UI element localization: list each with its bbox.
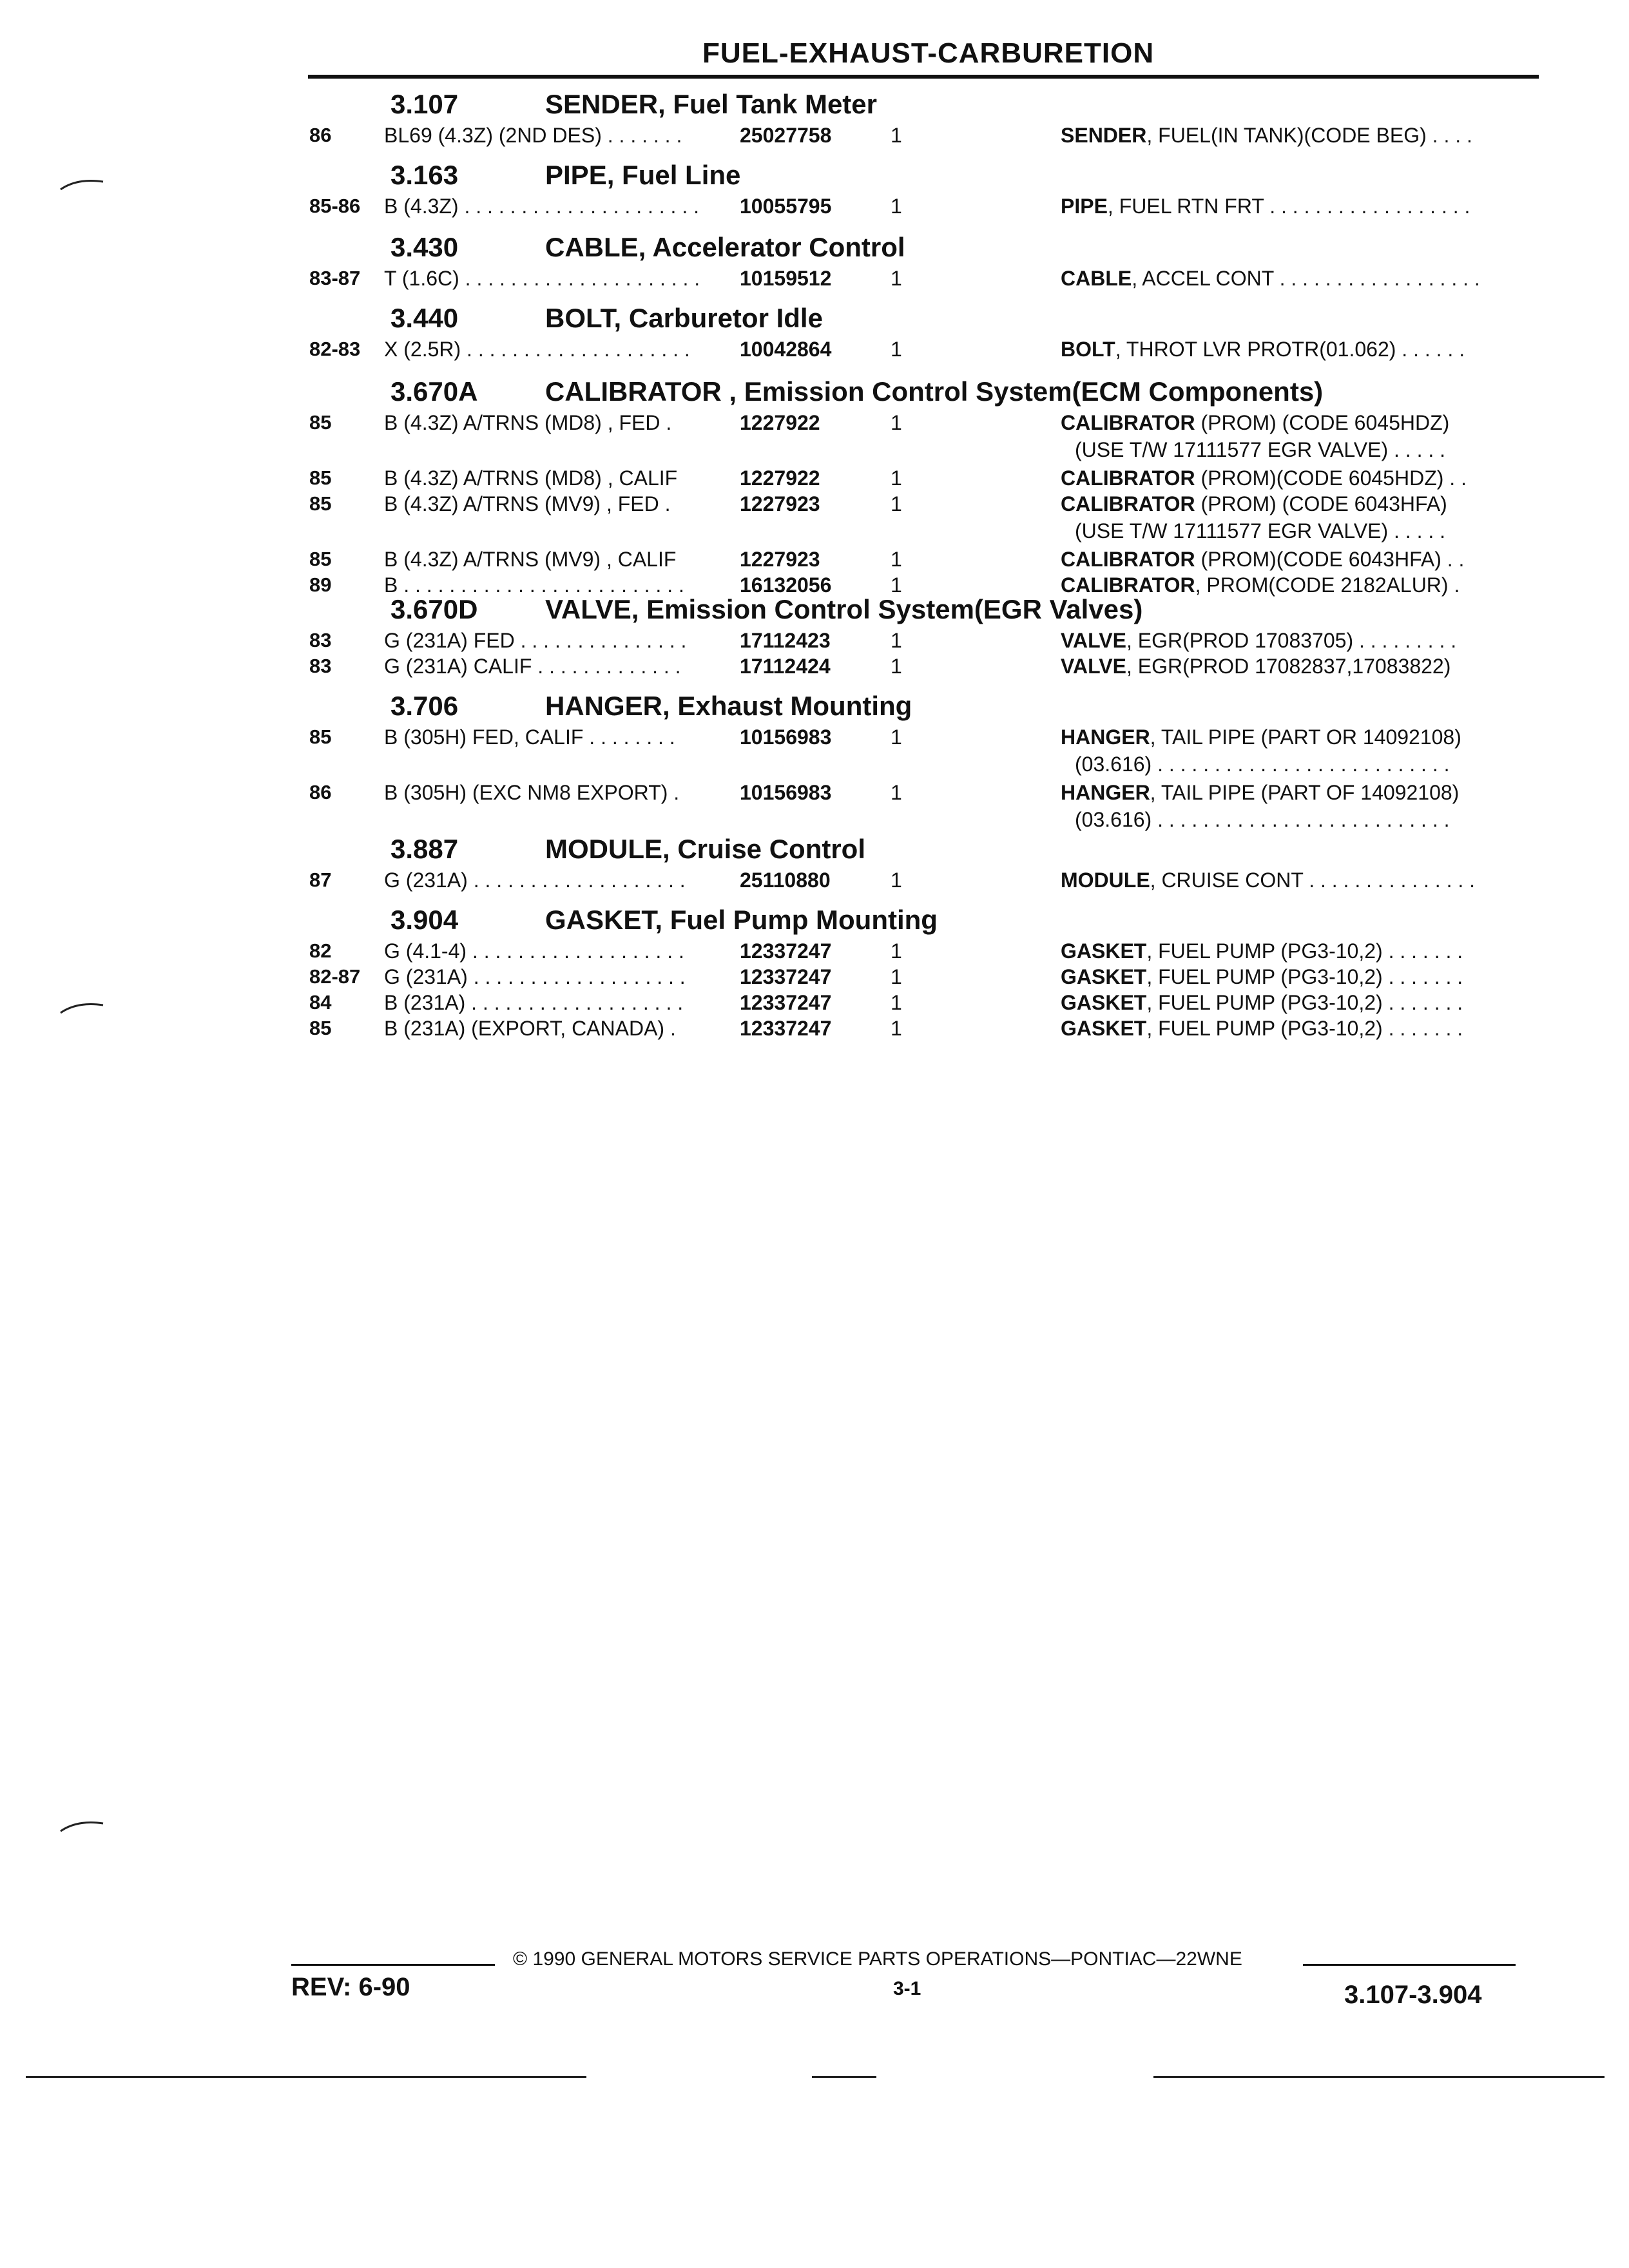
description [1061,195,1470,218]
description-text: , TAIL PIPE (PART OR 14092108) [1150,726,1461,749]
section-name: MODULE, Cruise Control [545,834,866,864]
section-number: 3.670D [390,594,478,624]
table-row [0,991,1629,1017]
part-number: 25110880 [740,869,831,892]
part-number: 10156983 [740,781,832,804]
description-continuation: (03.616) . . . . . . . . . . . . . . . . . . . . . . . . . . [1075,808,1450,831]
application: B (4.3Z) A/TRNS (MD8) , FED . [384,411,672,434]
application: G (231A) . . . . . . . . . . . . . . . . . . . [384,869,686,892]
description-keyword: GASKET [1061,965,1147,988]
quantity: 1 [891,411,902,434]
section-heading [0,590,1629,629]
part-number: 10055795 [740,195,832,218]
section-heading [0,830,1629,869]
part-number: 17112423 [740,629,831,652]
quantity: 1 [891,939,902,963]
section-3-430 [0,228,1629,293]
description-text: (PROM) (CODE 6043HFA) [1195,492,1447,515]
section-3-670d [0,590,1629,680]
table-row [0,781,1629,836]
description-keyword: SENDER [1061,124,1147,147]
description [1061,655,1451,678]
section-number: 3.670A [390,376,478,407]
description [1061,726,1461,749]
description-text: , FUEL RTN FRT . . . . . . . . . . . . . . . . . . [1107,195,1470,218]
description-text: , EGR(PROD 17082837,17083822) [1126,655,1451,678]
page-title: FUEL-EXHAUST-CARBURETION [702,37,1155,69]
description-keyword: CABLE [1061,267,1132,290]
section-heading [0,85,1629,124]
description-keyword: VALVE [1061,655,1126,678]
description-text: , THROT LVR PROTR(01.062) . . . . . . [1115,338,1465,361]
part-number: 1227922 [740,466,820,490]
part-number: 17112424 [740,655,831,678]
quantity: 1 [891,1017,902,1040]
section-number: 3.430 [390,232,459,262]
description-keyword: GASKET [1061,991,1147,1014]
quantity: 1 [891,655,902,678]
binder-hole-mark [58,1817,110,1836]
description-text: (PROM) (CODE 6045HDZ) [1195,411,1450,434]
section-3-440 [0,299,1629,363]
description-text: , FUEL PUMP (PG3-10,2) . . . . . . . [1146,939,1463,963]
description [1061,869,1475,892]
application: B (4.3Z) A/TRNS (MD8) , CALIF [384,466,678,490]
table-row [0,629,1629,655]
year: 86 [309,781,332,803]
section-number: 3.904 [390,905,459,935]
description-continuation: (03.616) . . . . . . . . . . . . . . . . . . . . . . . . . . [1075,753,1450,776]
year: 83 [309,629,332,651]
section-3-670a [0,372,1629,599]
part-number: 16132056 [740,573,832,597]
binder-hole-mark [58,999,110,1018]
description-keyword: CALIBRATOR [1061,411,1195,434]
year: 85 [309,726,332,748]
application: B (231A) . . . . . . . . . . . . . . . . . . . [384,991,684,1014]
table-row [0,267,1629,293]
year: 83 [309,655,332,677]
revision: REV: 6-90 [291,1973,410,2001]
application: X (2.5R) . . . . . . . . . . . . . . . . . . . . [384,338,690,361]
description [1061,124,1472,148]
section-heading [0,228,1629,267]
description-text: (PROM)(CODE 6043HFA) . . [1195,548,1465,571]
year: 82-83 [309,338,361,360]
section-3-904 [0,901,1629,1043]
description-keyword: CALIBRATOR [1061,573,1195,597]
application: B (4.3Z) A/TRNS (MV9) , FED . [384,492,671,515]
part-number: 1227923 [740,548,820,571]
table-row [0,655,1629,680]
description [1061,411,1449,435]
description-continuation: (USE T/W 17111577 EGR VALVE) . . . . . [1075,438,1446,461]
description-text: , EGR(PROD 17083705) . . . . . . . . . [1126,629,1457,652]
section-name: HANGER, Exhaust Mounting [545,691,912,721]
description [1061,965,1463,989]
section-3-706 [0,687,1629,836]
table-row [0,411,1629,466]
table-row [0,869,1629,894]
application: T (1.6C) . . . . . . . . . . . . . . . . . . . . . [384,267,700,290]
description-keyword: MODULE [1061,869,1150,892]
section-3-163 [0,156,1629,220]
application: BL69 (4.3Z) (2ND DES) . . . . . . . [384,124,682,147]
scan-edge-line [812,2076,876,2078]
year: 83-87 [309,267,361,289]
year: 86 [309,124,332,146]
description [1061,1017,1463,1041]
description-continuation: (USE T/W 17111577 EGR VALVE) . . . . . [1075,519,1446,543]
quantity: 1 [891,466,902,490]
application: G (231A) CALIF . . . . . . . . . . . . . [384,655,681,678]
section-name: PIPE, Fuel Line [545,160,741,190]
quantity: 1 [891,124,902,147]
application: B (305H) FED, CALIF . . . . . . . . [384,726,675,749]
part-number: 10159512 [740,267,832,290]
description [1061,548,1464,572]
table-row [0,1017,1629,1043]
part-number: 12337247 [740,939,832,963]
binder-hole-mark [58,175,110,195]
application: G (231A) . . . . . . . . . . . . . . . . . . . [384,965,686,988]
application: G (231A) FED . . . . . . . . . . . . . . . [384,629,687,652]
description [1061,939,1463,963]
table-row [0,338,1629,363]
description [1061,781,1459,805]
footer-rule-left [291,1964,495,1966]
year: 85-86 [309,195,361,217]
table-row [0,939,1629,965]
description-keyword: VALVE [1061,629,1126,652]
quantity: 1 [891,195,902,218]
application: B (4.3Z) A/TRNS (MV9) , CALIF [384,548,677,571]
copyright: © 1990 GENERAL MOTORS SERVICE PARTS OPERATIONS—PONTIAC—22WNE [513,1948,1242,1970]
description-keyword: HANGER [1061,726,1150,749]
section-name: GASKET, Fuel Pump Mounting [545,905,938,935]
description-text: (PROM)(CODE 6045HDZ) . . [1195,466,1467,490]
year: 87 [309,869,332,891]
quantity: 1 [891,573,902,597]
part-number: 10042864 [740,338,832,361]
description [1061,629,1456,653]
part-number: 1227923 [740,492,820,515]
description-text: , FUEL PUMP (PG3-10,2) . . . . . . . [1146,1017,1463,1040]
description-keyword: BOLT [1061,338,1115,361]
footer-rule-right [1303,1964,1516,1966]
part-number: 25027758 [740,124,832,147]
quantity: 1 [891,965,902,988]
section-number: 3.440 [390,303,459,333]
year: 82 [309,939,332,962]
description-text: , TAIL PIPE (PART OF 14092108) [1150,781,1460,804]
table-row [0,726,1629,781]
year: 85 [309,411,332,434]
section-heading [0,687,1629,726]
description [1061,492,1447,516]
section-name: CABLE, Accelerator Control [545,232,905,262]
description-text: , CRUISE CONT . . . . . . . . . . . . . . . [1150,869,1476,892]
quantity: 1 [891,991,902,1014]
description-keyword: CALIBRATOR [1061,548,1195,571]
quantity: 1 [891,548,902,571]
description-text: , ACCEL CONT . . . . . . . . . . . . . . . . . . [1132,267,1480,290]
part-number: 1227922 [740,411,820,434]
quantity: 1 [891,492,902,515]
section-heading [0,372,1629,411]
part-number: 12337247 [740,991,832,1014]
description-keyword: GASKET [1061,1017,1147,1040]
page-number: 3-1 [893,1978,921,1999]
section-heading [0,299,1629,338]
application: G (4.1-4) . . . . . . . . . . . . . . . . . . . [384,939,684,963]
description-text: , FUEL PUMP (PG3-10,2) . . . . . . . [1146,965,1463,988]
table-row [0,965,1629,991]
application: B (305H) (EXC NM8 EXPORT) . [384,781,680,804]
section-3-887 [0,830,1629,894]
description [1061,267,1480,291]
description [1061,466,1467,490]
description-text: , FUEL(IN TANK)(CODE BEG) . . . . [1146,124,1472,147]
application: B . . . . . . . . . . . . . . . . . . . . . . . . . [384,573,684,597]
section-number: 3.706 [390,691,459,721]
table-row [0,466,1629,492]
quantity: 1 [891,726,902,749]
section-number: 3.107 [390,89,459,119]
section-3-107 [0,85,1629,149]
section-name: CALIBRATOR , Emission Control System(ECM Components) [545,376,1324,407]
section-range: 3.107-3.904 [1344,1981,1482,2009]
section-number: 3.887 [390,834,459,864]
part-number: 12337247 [740,965,832,988]
table-row [0,195,1629,220]
table-row [0,124,1629,149]
description-text: , PROM(CODE 2182ALUR) . [1195,573,1460,597]
year: 89 [309,573,332,596]
section-heading [0,156,1629,195]
quantity: 1 [891,781,902,804]
quantity: 1 [891,629,902,652]
description-keyword: PIPE [1061,195,1108,218]
section-heading [0,901,1629,939]
quantity: 1 [891,338,902,361]
year: 85 [309,548,332,570]
section-name: VALVE, Emission Control System(EGR Valves) [545,594,1143,624]
year: 84 [309,991,332,1014]
description-keyword: CALIBRATOR [1061,466,1195,490]
part-number: 10156983 [740,726,832,749]
section-name: BOLT, Carburetor Idle [545,303,823,333]
header-rule [308,75,1539,79]
description-keyword: HANGER [1061,781,1150,804]
part-number: 12337247 [740,1017,832,1040]
year: 85 [309,466,332,489]
year: 85 [309,492,332,515]
section-name: SENDER, Fuel Tank Meter [545,89,877,119]
description-keyword: GASKET [1061,939,1147,963]
quantity: 1 [891,267,902,290]
quantity: 1 [891,869,902,892]
year: 82-87 [309,965,361,988]
section-number: 3.163 [390,160,459,190]
scan-edge-line [26,2076,586,2078]
application: B (231A) (EXPORT, CANADA) . [384,1017,676,1040]
scan-edge-line [1153,2076,1605,2078]
year: 85 [309,1017,332,1039]
table-row [0,548,1629,573]
description [1061,338,1465,361]
description-text: , FUEL PUMP (PG3-10,2) . . . . . . . [1146,991,1463,1014]
application: B (4.3Z) . . . . . . . . . . . . . . . . . . . . . [384,195,699,218]
description-keyword: CALIBRATOR [1061,492,1195,515]
description [1061,991,1463,1015]
table-row [0,492,1629,548]
